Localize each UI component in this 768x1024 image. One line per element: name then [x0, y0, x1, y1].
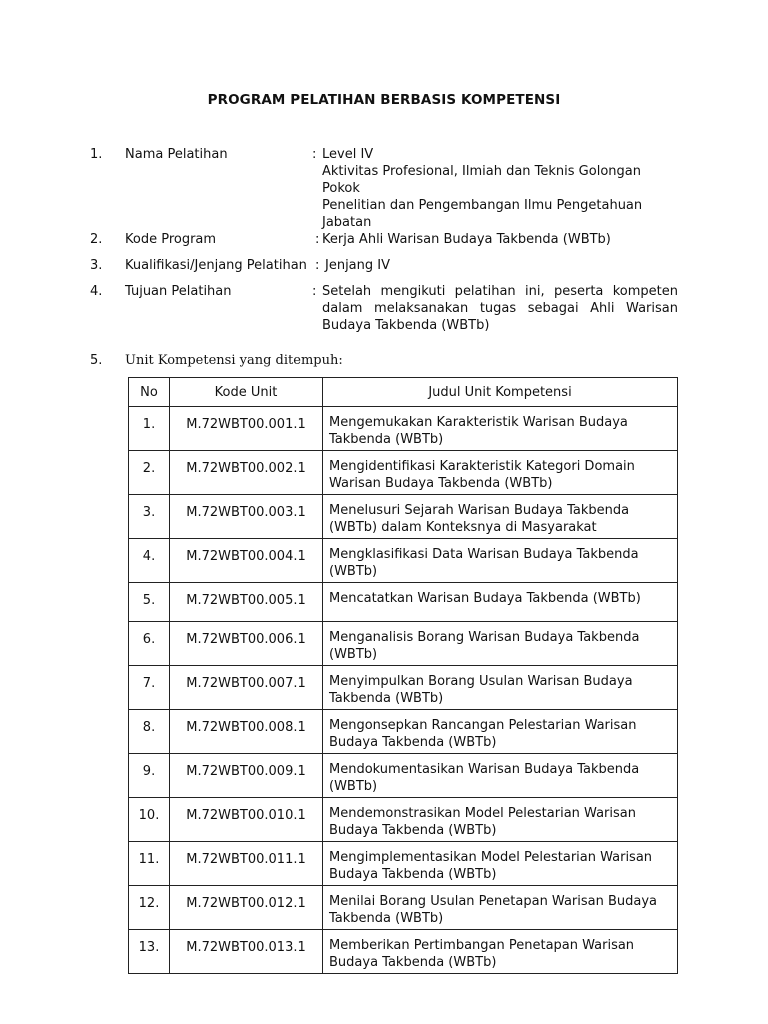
cell-judul-unit-text: Mendemonstrasikan Model Pelestarian Warisan Budaya Takbenda (WBTb): [329, 806, 636, 838]
item-value: [315, 257, 681, 274]
cell-judul-unit-text: Mengonsepkan Rancangan Pelestarian Warisan Budaya Takbenda (WBTb): [329, 718, 637, 750]
item-colon: :: [312, 147, 317, 162]
cell-judul-unit: [323, 798, 678, 842]
unit-table: [128, 377, 678, 974]
cell-no: [129, 842, 170, 886]
cell-no-text: 3.: [142, 505, 156, 520]
table-row: [129, 710, 678, 754]
value-line: Penelitian dan Pengembangan Ilmu Pengetahuan Jabatan: [322, 198, 643, 230]
cell-no: [129, 886, 170, 930]
table-row: [129, 539, 678, 583]
table-row: [129, 886, 678, 930]
cell-no: [129, 930, 170, 974]
table-body: [129, 407, 678, 974]
cell-kode-unit-text: M.72WBT00.010.1: [186, 808, 306, 823]
item-colon: :: [312, 284, 317, 299]
cell-judul-unit-text: Mencatatkan Warisan Budaya Takbenda (WBTb): [329, 591, 641, 606]
cell-judul-unit: [323, 495, 678, 539]
cell-no-text: 7.: [142, 676, 156, 691]
cell-judul-unit: [323, 754, 678, 798]
value-line: Aktivitas Profesional, Ilmiah dan Teknis Golongan Pokok: [322, 164, 641, 196]
cell-no-text: 11.: [138, 852, 160, 867]
cell-judul-unit-text: Mengidentifikasi Karakteristik Kategori Domain Warisan Budaya Takbenda (WBTb): [329, 459, 635, 491]
cell-judul-unit-text: Menganalisis Borang Warisan Budaya Takbenda (WBTb): [329, 630, 640, 662]
document-title: PROGRAM PELATIHAN BERBASIS KOMPETENSI: [207, 92, 561, 108]
table-row: [129, 754, 678, 798]
header-kode-unit: Kode Unit: [170, 378, 323, 407]
item-label: Nama Pelatihan: [125, 147, 228, 162]
cell-kode-unit: [170, 754, 323, 798]
cell-no: [129, 666, 170, 710]
cell-kode-unit: [170, 622, 323, 666]
item-colon: :: [315, 258, 320, 273]
item-colon: :: [315, 232, 320, 247]
value-line: Kerja Ahli Warisan Budaya Takbenda (WBTb): [322, 232, 611, 247]
cell-judul-unit: [323, 622, 678, 666]
table-row: [129, 583, 678, 622]
cell-no: [129, 622, 170, 666]
cell-no: [129, 495, 170, 539]
cell-no-text: 2.: [142, 461, 156, 476]
item-label: Kode Program: [125, 232, 217, 247]
cell-judul-unit-text: Menilai Borang Usulan Penetapan Warisan Budaya Takbenda (WBTb): [329, 894, 658, 926]
item-label: Unit Kompetensi yang ditempuh:: [125, 353, 343, 368]
item-value-text: Setelah mengikuti pelatihan ini, peserta kompeten dalam melaksanakan tugas sebagai Ahli Warisan Budaya Takbenda (WBTb): [322, 284, 678, 333]
cell-judul-unit: [323, 407, 678, 451]
cell-kode-unit: [170, 539, 323, 583]
item-number: 1.: [90, 147, 103, 162]
cell-kode-unit-text: M.72WBT00.011.1: [186, 852, 306, 867]
item-number: 2.: [90, 232, 103, 247]
cell-judul-unit-text: Mengimplementasikan Model Pelestarian Warisan Budaya Takbenda (WBTb): [329, 850, 653, 882]
item-number: 3.: [90, 258, 103, 273]
value-line: Level IV: [322, 147, 374, 162]
cell-kode-unit-text: M.72WBT00.013.1: [186, 940, 306, 955]
cell-no: [129, 451, 170, 495]
cell-kode-unit-text: M.72WBT00.001.1: [186, 417, 306, 432]
cell-kode-unit: [170, 710, 323, 754]
cell-kode-unit: [170, 583, 323, 622]
cell-kode-unit-text: M.72WBT00.009.1: [186, 764, 306, 779]
cell-kode-unit: [170, 666, 323, 710]
cell-judul-unit-text: Mendokumentasikan Warisan Budaya Takbenda (WBTb): [329, 762, 640, 794]
table-row: [129, 622, 678, 666]
cell-kode-unit-text: M.72WBT00.003.1: [186, 505, 306, 520]
table-row: [129, 407, 678, 451]
header-judul-unit: Judul Unit Kompetensi: [323, 378, 678, 407]
cell-kode-unit-text: M.72WBT00.012.1: [186, 896, 306, 911]
cell-judul-unit-text: Mengklasifikasi Data Warisan Budaya Takbenda (WBTb): [329, 547, 639, 579]
cell-judul-unit: [323, 710, 678, 754]
cell-kode-unit: [170, 930, 323, 974]
cell-kode-unit: [170, 407, 323, 451]
cell-judul-unit: [323, 886, 678, 930]
table-header-row: [129, 378, 678, 407]
cell-no-text: 1.: [142, 417, 156, 432]
cell-no: [129, 798, 170, 842]
cell-no-text: 5.: [142, 593, 156, 608]
table-row: [129, 842, 678, 886]
cell-judul-unit: [323, 583, 678, 622]
item-number: 5.: [90, 353, 103, 368]
cell-judul-unit-text: Mengemukakan Karakteristik Warisan Budaya Takbenda (WBTb): [329, 415, 628, 447]
table-row: [129, 798, 678, 842]
cell-kode-unit-text: M.72WBT00.008.1: [186, 720, 306, 735]
cell-no: [129, 710, 170, 754]
cell-no-text: 10.: [138, 808, 160, 823]
header-no: No: [129, 378, 170, 407]
table-row: [129, 666, 678, 710]
cell-no-text: 12.: [138, 896, 160, 911]
item-value: [315, 231, 681, 248]
cell-judul-unit: [323, 666, 678, 710]
cell-kode-unit: [170, 495, 323, 539]
cell-kode-unit: [170, 798, 323, 842]
cell-kode-unit-text: M.72WBT00.005.1: [186, 593, 306, 608]
cell-kode-unit-text: M.72WBT00.006.1: [186, 632, 306, 647]
table-row: [129, 451, 678, 495]
cell-no-text: 6.: [142, 632, 156, 647]
cell-no-text: 13.: [138, 940, 160, 955]
cell-no: [129, 407, 170, 451]
cell-judul-unit: [323, 451, 678, 495]
item-number: 4.: [90, 284, 103, 299]
table-row: [129, 930, 678, 974]
cell-no: [129, 539, 170, 583]
cell-judul-unit: [323, 930, 678, 974]
table-row: [129, 495, 678, 539]
cell-judul-unit-text: Memberikan Pertimbangan Penetapan Warisan Budaya Takbenda (WBTb): [329, 938, 635, 970]
cell-no: [129, 583, 170, 622]
cell-kode-unit: [170, 886, 323, 930]
cell-kode-unit-text: M.72WBT00.004.1: [186, 549, 306, 564]
cell-kode-unit-text: M.72WBT00.002.1: [186, 461, 306, 476]
item-value: [312, 283, 678, 334]
cell-no: [129, 754, 170, 798]
cell-judul-unit-text: Menelusuri Sejarah Warisan Budaya Takbenda (WBTb) dalam Konteksnya di Masyarakat: [329, 503, 630, 535]
cell-no-text: 9.: [142, 764, 156, 779]
item-value-text: Jenjang IV: [325, 258, 390, 273]
cell-kode-unit: [170, 451, 323, 495]
cell-kode-unit: [170, 842, 323, 886]
item-label: Tujuan Pelatihan: [125, 284, 232, 299]
cell-no-text: 8.: [142, 720, 156, 735]
cell-no-text: 4.: [142, 549, 156, 564]
cell-judul-unit: [323, 842, 678, 886]
cell-kode-unit-text: M.72WBT00.007.1: [186, 676, 306, 691]
cell-judul-unit-text: Menyimpulkan Borang Usulan Warisan Budaya Takbenda (WBTb): [329, 674, 633, 706]
item-label: Kualifikasi/Jenjang Pelatihan: [125, 258, 307, 273]
cell-judul-unit: [323, 539, 678, 583]
